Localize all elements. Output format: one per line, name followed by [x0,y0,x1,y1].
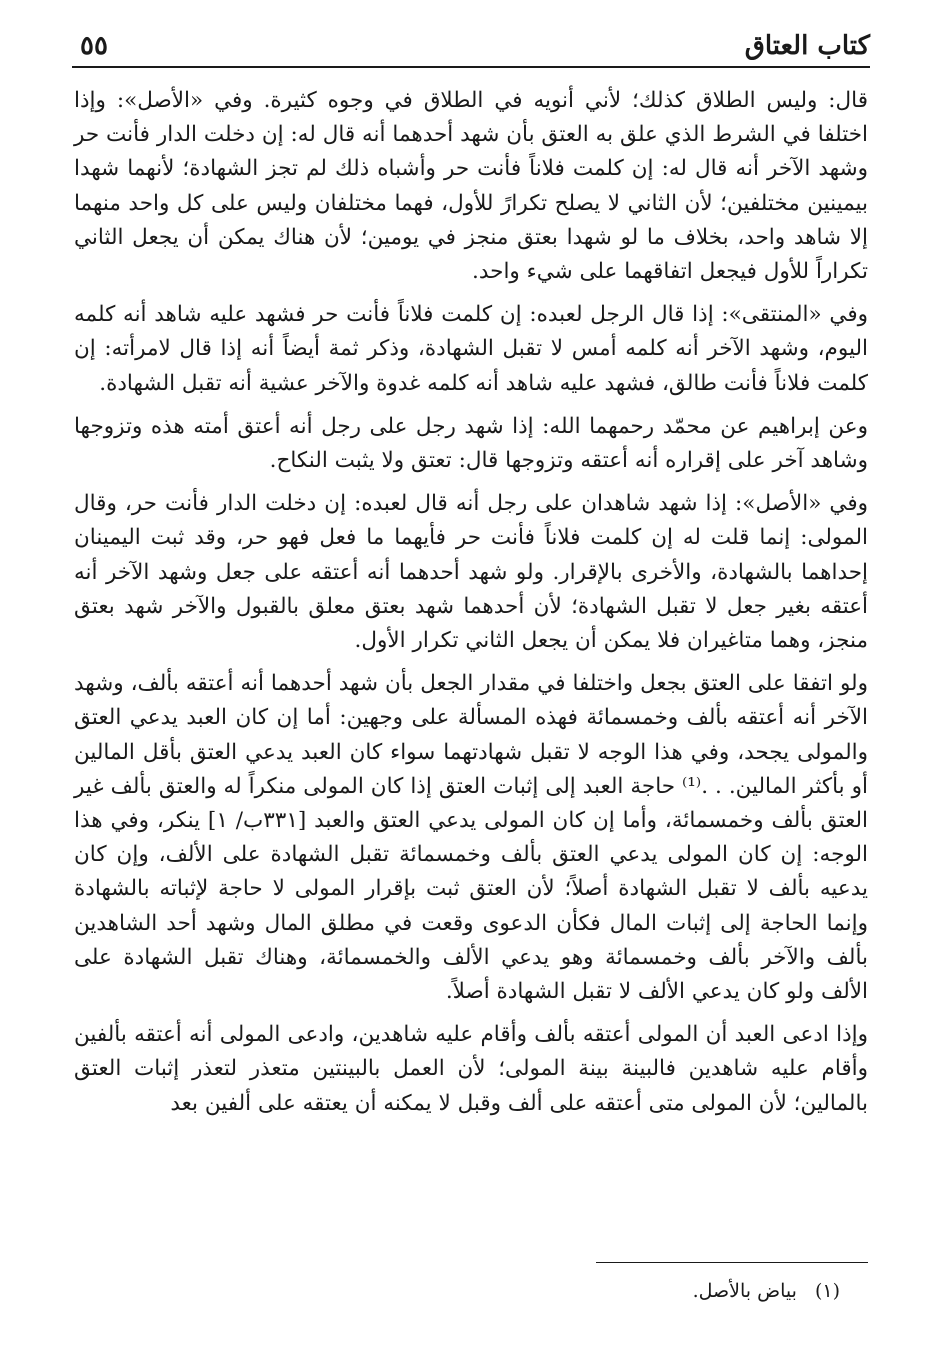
running-header [72,26,870,66]
main-text [74,84,868,1130]
page-number: ٥٥ [80,31,108,61]
footnote-marker: (١) [814,1280,840,1302]
footnote [693,1276,840,1306]
paragraph: قال: وليس الطلاق كذلك؛ لأني أنويه في الطلاق في وجوه كثيرة. وفي «الأصل»: وإذا اختلفا في الشرط الذي علق به العتق بأن شهد أحدهما أنه قال له: إن دخلت الدار فأنت حر وشهد الآخر أنه قال له: إن كلمت فلاناً فأنت حر وأشباه ذلك لم تجز الشهادة؛ لأنهما شهدا بيمينين مختلفين؛ لأن الثاني لا يصلح تكرارً للأول، فهما مختلفان وليس على كل واحد منهما إلا شاهد واحد، بخلاف ما لو شهدا بعتق منجز في يومين؛ لأن هناك يمكن أن يجعل الثاني تكراراً للأول فيجعل اتفاقهما على شيء واحد. [74,88,868,285]
paragraph: وفي «المنتقى»: إذا قال الرجل لعبده: إن كلمت فلاناً فأنت حر فشهد عليه شاهد أنه كلمه اليوم، وشهد الآخر أنه كلمه أمس لا تقبل الشهادة، وذكر ثمة أيضاً أنه إذا قال لامرأته: إن كلمت فلاناً فأنت طالق، فشهد عليه شاهد أنه كلمه غدوة والآخر عشية أنه تقبل الشهادة. [74,302,868,396]
paragraph: وإذا ادعى العبد أن المولى أعتقه بألف وأقام عليه شاهدين، وادعى المولى أنه أعتقه بألفين وأقام عليه شاهدين فالبينة بينة المولى؛ لأن العمل بالبينتين متعذر لتعذر إثبات العتق بالمالين؛ لأن المولى متى أعتقه على ألف وقبل لا يمكنه أن يعتقه على ألفين بعد [74,1022,868,1116]
paragraph: ولو اتفقا على العتق بجعل واختلفا في مقدار الجعل بأن شهد أحدهما أنه أعتقه بألف، وشهد الآخر أنه أعتقه بألف وخمسمائة فهذه المسألة على وجهين: أما إن كان العبد يدعي العتق والمولى يجحد، وفي هذا الوجه لا تقبل شهادتهما سواء كان العبد يدعي العتق بأقل المالين أو بأكثر المالين. . .⁽¹⁾ حاجة العبد إلى إثبات العتق إذا كان المولى منكراً له والعتق بألف غير العتق بألف وخمسمائة، وأما إن كان المولى يدعي العتق والعبد [٣٣١ب/ ١] ينكر، وفي هذا الوجه: إن كان المولى يدعي العتق بألف وخمسمائة تقبل الشهادة على الألف، وإن كان يدعيه بألف لا تقبل الشهادة أصلاً؛ لأن العتق ثبت بإقرار المولى لا حاجة لإثباته بالشهادة وإنما الحاجة إلى إثبات المال فكأن الدعوى وقعت في مطلق المال وشهد أحد الشاهدين بألف والآخر بألف وخمسمائة وهو يدعي الألف والخمسمائة، وهناك تقبل الشهادة على الألف ولو كان يدعي الألف لا تقبل الشهادة أصلاً. [74,671,868,1005]
book-title: كتاب العتاق [744,31,870,61]
footnote-rule [596,1262,868,1263]
paragraph: وفي «الأصل»: إذا شهد شاهدان على رجل أنه قال لعبده: إن دخلت الدار فأنت حر، وقال المولى: إنما قلت له إن كلمت فلاناً فأنت حر فأيهما ما فعل فهو حر، وقد ثبت اليمينان إحداهما بالشهادة، والأخرى بالإقرار. ولو شهد أحدهما أنه أعتقه على جعل وشهد الآخر أنه أعتقه بغير جعل لا تقبل الشهادة؛ لأن أحدهما شهد بعتق معلق بالقبول والآخر شهد بعتق منجز، وهما متاغيران فلا يمكن أن يجعل الثاني تكرار الأول. [74,491,868,654]
header-rule [72,66,870,68]
paragraph: وعن إبراهيم عن محمّد رحمهما الله: إذا شهد رجل على رجل أنه أعتق أمته هذه وتزوجها وشاهد آخر على إقراره أنه أعتقه وتزوجها قال: تعتق ولا يثبت النكاح. [74,413,868,474]
footnote-text: بياض بالأصل. [692,1280,797,1302]
